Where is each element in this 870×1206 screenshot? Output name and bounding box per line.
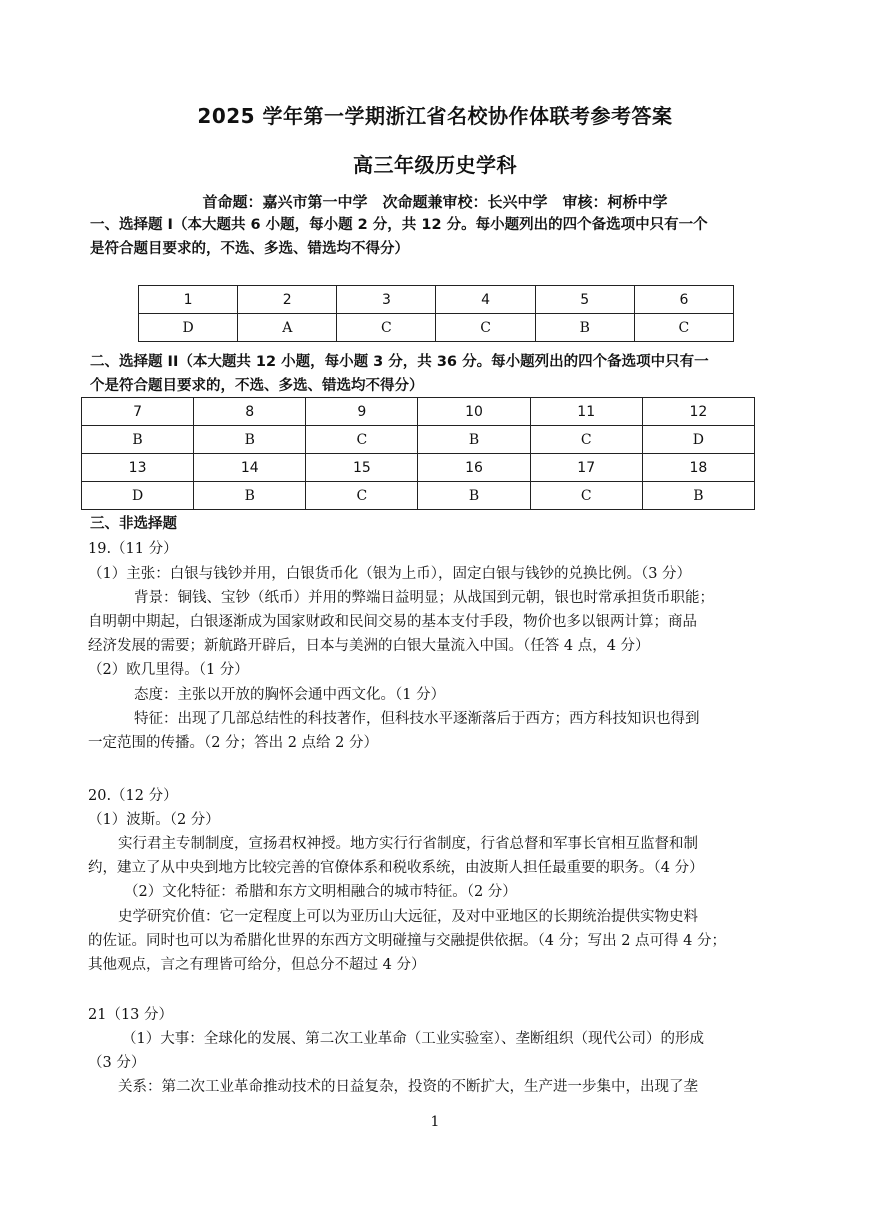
answer-cell: D [82,482,194,510]
question-number: 4 [436,286,535,314]
answer-line: （2）文化特征：希腊和东方文明相融合的城市特征。（2 分） [124,884,517,900]
answer-cell: D [642,426,754,454]
section3-heading: 三、非选择题 [90,516,177,532]
answer-line: 实行君主专制制度，宣扬君权神授。地方实行行省制度，行省总督和军事长官相互监督和制 [118,836,698,852]
answer-cell: C [530,482,642,510]
page-number: 1 [430,1114,440,1130]
question-number: 7 [82,398,194,426]
authors-line: 首命题：嘉兴市第一中学 次命题兼审校：长兴中学 审核：柯桥中学 [202,193,668,211]
table-row-numbers [82,454,755,482]
question-number: 18 [642,454,754,482]
question-number: 8 [194,398,306,426]
question-number: 3 [337,286,436,314]
page-subtitle: 高三年级历史学科 [353,153,517,177]
question-21-header: 21（13 分） [88,1007,174,1023]
table-row-answers [82,426,755,454]
answer-line: （2）欧几里得。（1 分） [88,662,249,678]
table-row-numbers [82,398,755,426]
answer-cell: C [634,314,733,342]
question-number: 12 [642,398,754,426]
answer-line: 史学研究价值：它一定程度上可以为亚历山大远征，及对中亚地区的长期统治提供实物史料 [118,909,698,925]
question-number: 14 [194,454,306,482]
answer-line: 自明朝中期起，白银逐渐成为国家财政和民间交易的基本支付手段，物价也多以银两计算；商品 [88,614,697,630]
answer-cell: B [642,482,754,510]
table-row-numbers [139,286,734,314]
answer-line: 一定范围的传播。（2 分；答出 2 点给 2 分） [88,735,378,751]
answer-line: （1）大事：全球化的发展、第二次工业革命（工业实验室）、垄断组织（现代公司）的形成 [122,1031,704,1047]
answer-cell: C [530,426,642,454]
answer-line: 背景：铜钱、宝钞（纸币）并用的弊端日益明显；从战国到元朝，银也时常承担货币职能； [134,590,714,606]
answer-cell: B [418,426,530,454]
question-number: 9 [306,398,418,426]
answer-cell: C [337,314,436,342]
question-number: 6 [634,286,733,314]
question-19-header: 19.（11 分） [88,541,178,557]
answer-line: 特征：出现了几部总结性的科技著作，但科技水平逐渐落后于西方；西方科技知识也得到 [134,711,700,727]
answer-line: 其他观点，言之有理皆可给分，但总分不超过 4 分） [88,957,426,973]
question-number: 11 [530,398,642,426]
answer-cell: B [194,426,306,454]
answer-cell: C [436,314,535,342]
section2-heading [90,350,790,398]
answer-cell: B [194,482,306,510]
answer-cell: B [82,426,194,454]
section1-heading [90,213,790,261]
answer-cell: C [306,426,418,454]
answer-line: 经济发展的需要；新航路开辟后，日本与美洲的白银大量流入中国。（任答 4 点，4 分） [88,638,650,654]
section2-answer-table [81,397,755,510]
answer-cell: B [535,314,634,342]
answer-cell: C [306,482,418,510]
answer-cell: B [418,482,530,510]
question-number: 1 [139,286,238,314]
question-number: 17 [530,454,642,482]
answer-line: （1）主张：白银与钱钞并用，白银货币化（银为上币），固定白银与钱钞的兑换比例。（3 分） [88,566,692,582]
answer-cell: D [139,314,238,342]
section2-heading-line2: 个是符合题目要求的，不选、多选、错选均不得分） [90,378,424,394]
section1-heading-line2: 是符合题目要求的，不选、多选、错选均不得分） [90,241,409,257]
answer-line: （3 分） [88,1055,146,1071]
answer-cell: A [238,314,337,342]
table-row-answers [82,482,755,510]
answer-line: （1）波斯。（2 分） [88,812,220,828]
page-title: 2025 学年第一学期浙江省名校协作体联考参考答案 [197,104,673,128]
answer-line: 关系：第二次工业革命推动技术的日益复杂，投资的不断扩大，生产进一步集中，出现了垄 [118,1079,698,1095]
answer-line: 约，建立了从中央到地方比较完善的官僚体系和税收系统，由波斯人担任最重要的职务。（4 分） [88,860,704,876]
question-20-header: 20.（12 分） [88,788,178,804]
question-number: 16 [418,454,530,482]
answer-line: 态度：主张以开放的胸怀会通中西文化。（1 分） [134,687,446,703]
answer-line: 的佐证。同时也可以为希腊化世界的东西方文明碰撞与交融提供依据。（4 分；写出 2 点可得 4 分； [88,933,726,949]
question-number: 15 [306,454,418,482]
question-number: 10 [418,398,530,426]
question-number: 5 [535,286,634,314]
section1-answer-table [138,285,734,342]
section2-heading-line1: 二、选择题 II（本大题共 12 小题，每小题 3 分，共 36 分。每小题列出的四个备选项中只有一 [90,354,709,370]
table-row-answers [139,314,734,342]
question-number: 2 [238,286,337,314]
question-number: 13 [82,454,194,482]
section1-heading-line1: 一、选择题 I（本大题共 6 小题，每小题 2 分，共 12 分。每小题列出的四个备选项中只有一个 [90,217,708,233]
